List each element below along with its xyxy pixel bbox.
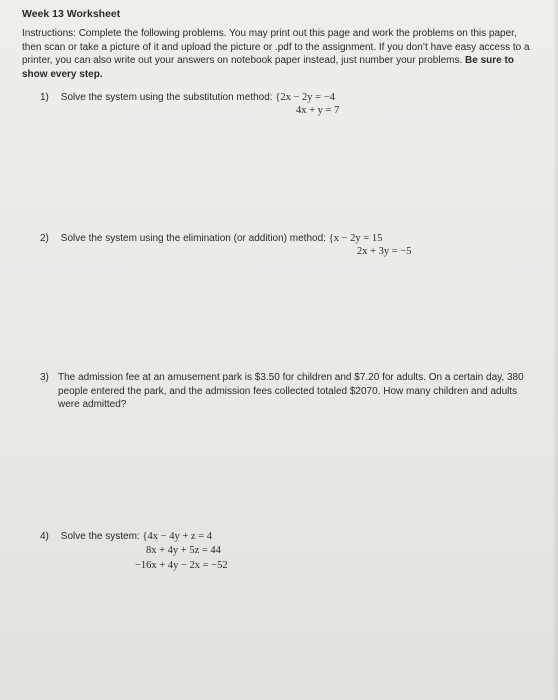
problem-3 bbox=[40, 371, 530, 412]
problem-4 bbox=[40, 530, 212, 544]
equation-1: {4x − 4y + z = 4 bbox=[142, 531, 212, 542]
page-shadow bbox=[552, 0, 558, 700]
problem-number: 2) bbox=[40, 233, 49, 244]
problem-2 bbox=[40, 232, 382, 246]
equation-3: −16x + 4y − 2x = −52 bbox=[135, 560, 228, 571]
problem-number: 3) bbox=[40, 372, 49, 383]
equation-1: {x − 2y = 15 bbox=[328, 233, 383, 244]
problem-1 bbox=[40, 91, 335, 105]
problem-number: 1) bbox=[40, 92, 49, 103]
instructions bbox=[22, 27, 532, 81]
problem-number: 4) bbox=[40, 531, 49, 542]
problem-text: Solve the system: bbox=[60, 531, 143, 542]
equation-2: 8x + 4y + 5z = 44 bbox=[146, 545, 221, 556]
instructions-text: Instructions: Complete the following problems. You may print out this page and work the problems on this paper, then scan or take a picture of it and upload the picture or .pdf to the assignment. If you don’t have easy access to a printer, you can also write out your answers on notebook paper instead, just number your problems. bbox=[22, 28, 530, 66]
equation-1: {2x − 2y = −4 bbox=[275, 92, 335, 103]
worksheet-title: Week 13 Worksheet bbox=[22, 8, 121, 20]
problem-text: The admission fee at an amusement park is $3.50 for children and $7.20 for adults. On a certain day, 380 people entered the park, and the admission fees collected totaled $2070. How many children and adults were admitted? bbox=[58, 372, 524, 410]
problem-text: Solve the system using the elimination (or addition) method: bbox=[60, 233, 329, 244]
instructions-emphasis: Be sure to show every step. bbox=[22, 55, 514, 80]
equation-2: 2x + 3y = −5 bbox=[357, 246, 412, 257]
equation-2: 4x + y = 7 bbox=[296, 105, 340, 116]
problem-text: Solve the system using the substitution method: bbox=[60, 92, 276, 103]
